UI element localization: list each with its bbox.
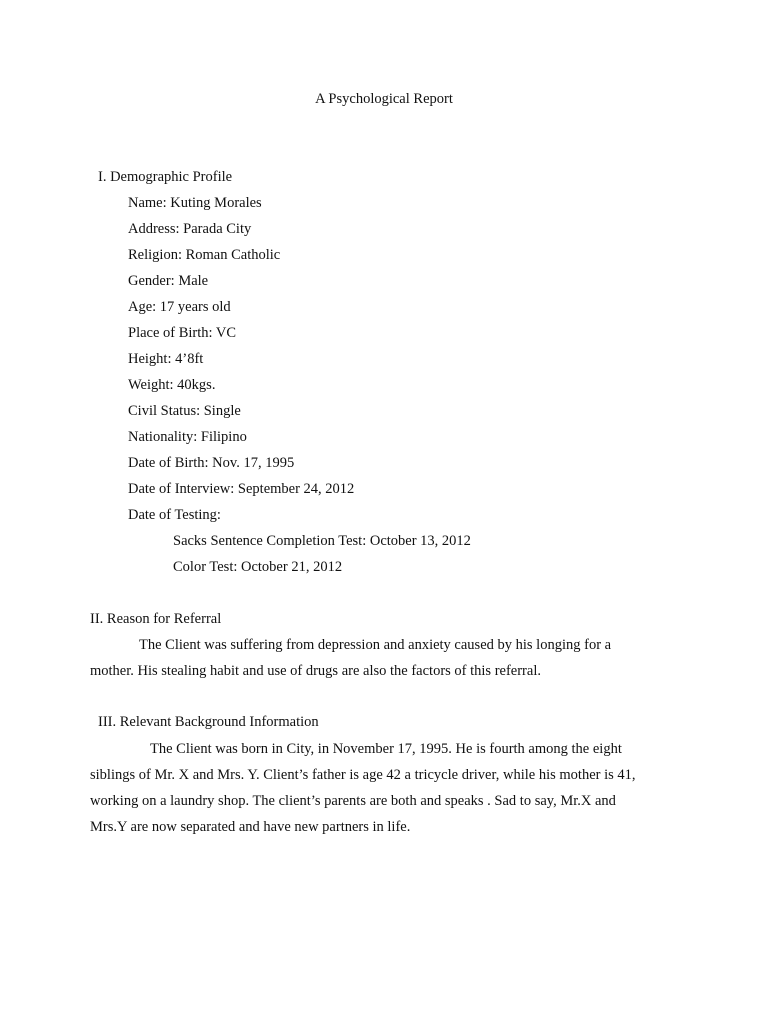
referral-line-1: The Client was suffering from depression and anxiety caused by his longing for a [139,637,612,653]
field-place-of-birth: Place of Birth: VC [128,325,237,341]
field-weight: Weight: 40kgs. [128,377,216,393]
background-line-1: The Client was born in City, in November 17, 1995. He is fourth among the eight [150,741,622,757]
field-name: Name: Kuting Morales [128,195,262,211]
referral-line-2: mother. His stealing habit and use of drugs are also the factors of this referral. [90,663,541,679]
background-line-4: Mrs.Y are now separated and have new partners in life. [90,819,411,835]
field-address: Address: Parada City [128,221,252,237]
background-line-2: siblings of Mr. X and Mrs. Y. Client’s father is age 42 a tricycle driver, while his mother is 41, [90,767,636,783]
field-civil-status: Civil Status: Single [128,403,241,419]
section-heading-referral: II. Reason for Referral [90,611,222,627]
field-date-of-interview: Date of Interview: September 24, 2012 [128,481,355,497]
field-gender: Gender: Male [128,273,209,289]
field-religion: Religion: Roman Catholic [128,247,281,263]
field-height: Height: 4’8ft [128,351,204,367]
field-date-of-birth: Date of Birth: Nov. 17, 1995 [128,455,295,471]
page-title: A Psychological Report [315,91,453,107]
section-heading-background: III. Relevant Background Information [98,714,319,730]
test-color: Color Test: October 21, 2012 [173,559,343,575]
field-age: Age: 17 years old [128,299,231,315]
field-nationality: Nationality: Filipino [128,429,247,445]
section-heading-demographic: I. Demographic Profile [98,169,233,185]
test-sacks-sentence: Sacks Sentence Completion Test: October 13, 2012 [173,533,471,549]
field-date-of-testing: Date of Testing: [128,507,221,523]
background-line-3: working on a laundry shop. The client’s parents are both and speaks . Sad to say, Mr.X and [90,793,616,809]
